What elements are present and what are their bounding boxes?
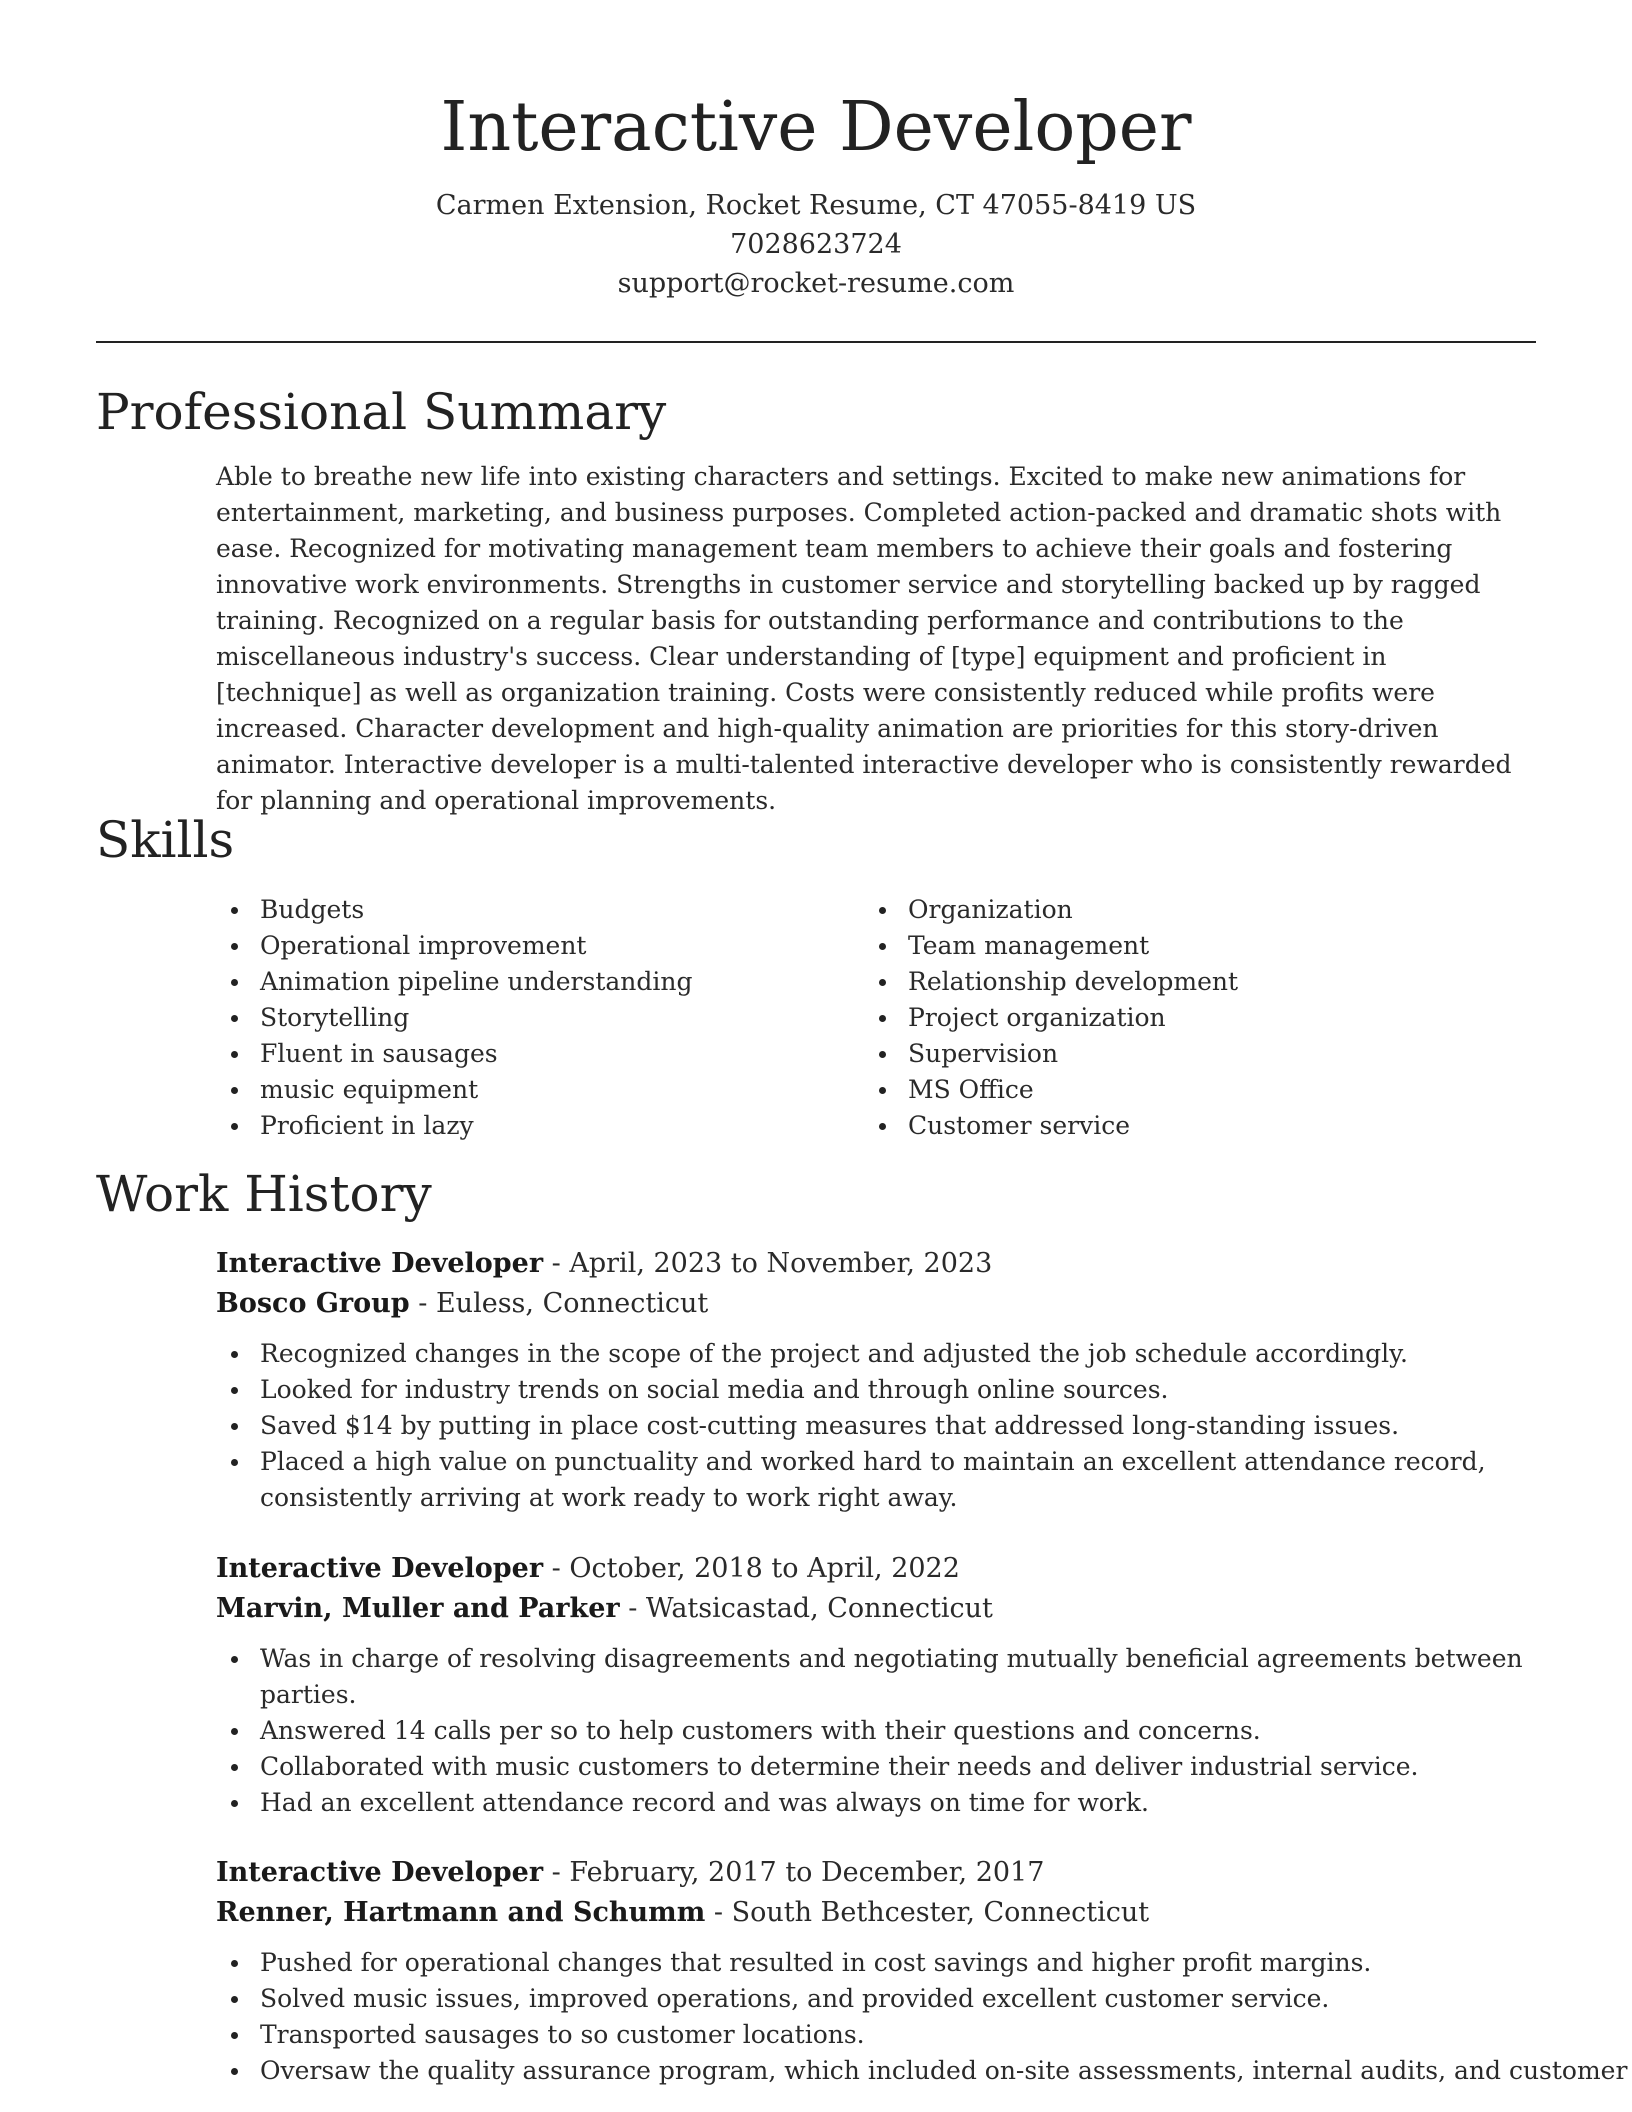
- skill-item: Budgets: [216, 892, 816, 928]
- job-bullet: Collaborated with music customers to determine their needs and deliver industrial service.: [216, 1749, 1536, 1785]
- skill-item: Project organization: [864, 1000, 1464, 1036]
- skill-item: music equipment: [216, 1072, 816, 1108]
- job-title-line: [216, 1853, 1536, 1893]
- job-entry: [216, 1244, 1536, 1516]
- summary-heading: Professional Summary: [96, 383, 667, 441]
- skill-item: Animation pipeline understanding: [216, 964, 816, 1000]
- job-bullet: Placed a high value on punctuality and worked hard to maintain an excellent attendance record, consistently arriving at work ready to work right away.: [216, 1444, 1536, 1516]
- job-bullet: Oversaw the quality assurance program, which included on-site assessments, internal audits, and customer: [216, 2053, 1536, 2089]
- job-company-line: [216, 1589, 1536, 1629]
- header-divider: [96, 341, 1536, 343]
- contact-address: Carmen Extension, Rocket Resume, CT 47055-8419 US: [435, 190, 1197, 221]
- summary-text: Able to breathe new life into existing characters and settings. Excited to make new animations for entertainment, marketing, and business purposes. Completed action-packed and dramatic shots with ease. Recognized for motivating management team members to achieve their goals and fostering innovative work environments. Strengths in customer service and storytelling backed up by ragged training. Recognized on a regular basis for outstanding performance and contributions to the miscellaneous industry's success. Clear understanding of [type] equipment and proficient in [technique] as well as organization training. Costs were consistently reduced while profits were increased. Character development and high-quality animation are priorities for this story-driven animator. Interactive developer is a multi-talented interactive developer who is consistently rewarded for planning and operational improvements.: [216, 462, 1512, 815]
- job-bullet: Recognized changes in the scope of the project and adjusted the job schedule accordingly.: [216, 1336, 1536, 1372]
- contact-block: [96, 186, 1536, 303]
- job-title-line: [216, 1549, 1536, 1589]
- skill-item: Customer service: [864, 1108, 1464, 1144]
- job-bullet: Looked for industry trends on social media and through online sources.: [216, 1372, 1536, 1408]
- job-role: Interactive Developer: [216, 1857, 544, 1888]
- skill-item: Relationship development: [864, 964, 1464, 1000]
- skills-column-right: [864, 892, 1464, 1144]
- job-company: Marvin, Muller and Parker: [216, 1593, 620, 1624]
- skill-item: Team management: [864, 928, 1464, 964]
- skill-item: Fluent in sausages: [216, 1036, 816, 1072]
- skill-item: Storytelling: [216, 1000, 816, 1036]
- skill-item: MS Office: [864, 1072, 1464, 1108]
- job-dates: - October, 2018 to April, 2022: [543, 1553, 960, 1584]
- job-bullet: Was in charge of resolving disagreements and negotiating mutually beneficial agreements between parties.: [216, 1641, 1536, 1713]
- job-role: Interactive Developer: [216, 1248, 544, 1279]
- job-role: Interactive Developer: [216, 1553, 544, 1584]
- job-bullet: Answered 14 calls per so to help customers with their questions and concerns.: [216, 1713, 1536, 1749]
- skills-column-left: [216, 892, 816, 1144]
- job-bullet: Solved music issues, improved operations, and provided excellent customer service.: [216, 1981, 1536, 2017]
- job-company: Bosco Group: [216, 1288, 410, 1319]
- job-bullet: Had an excellent attendance record and was always on time for work.: [216, 1785, 1536, 1821]
- job-company: Renner, Hartmann and Schumm: [216, 1897, 706, 1928]
- job-dates: - April, 2023 to November, 2023: [543, 1248, 993, 1279]
- job-bullet: Pushed for operational changes that resulted in cost savings and higher profit margins.: [216, 1945, 1536, 1981]
- job-location: - Watsicastad, Connecticut: [619, 1593, 993, 1624]
- job-title-line: [216, 1244, 1536, 1284]
- skill-item: Organization: [864, 892, 1464, 928]
- contact-email: support@rocket-resume.com: [617, 268, 1015, 299]
- skills-heading: Skills: [96, 811, 235, 869]
- job-bullet: Transported sausages to so customer locations.: [216, 2017, 1536, 2053]
- job-company-line: [216, 1893, 1536, 1933]
- candidate-name: Interactive Developer: [440, 88, 1192, 167]
- job-company-line: [216, 1284, 1536, 1324]
- job-location: - South Bethcester, Connecticut: [705, 1897, 1150, 1928]
- contact-phone: 7028623724: [730, 229, 902, 260]
- work-history-heading: Work History: [96, 1165, 432, 1223]
- job-dates: - February, 2017 to December, 2017: [543, 1857, 1045, 1888]
- skill-item: Proficient in lazy: [216, 1108, 816, 1144]
- skill-item: Operational improvement: [216, 928, 816, 964]
- job-entry: [216, 1549, 1536, 1821]
- skill-item: Supervision: [864, 1036, 1464, 1072]
- job-bullet: Saved $14 by putting in place cost-cutting measures that addressed long-standing issues.: [216, 1408, 1536, 1444]
- job-entry: [216, 1853, 1628, 2089]
- resume-header: [96, 82, 1536, 303]
- job-location: - Euless, Connecticut: [409, 1288, 709, 1319]
